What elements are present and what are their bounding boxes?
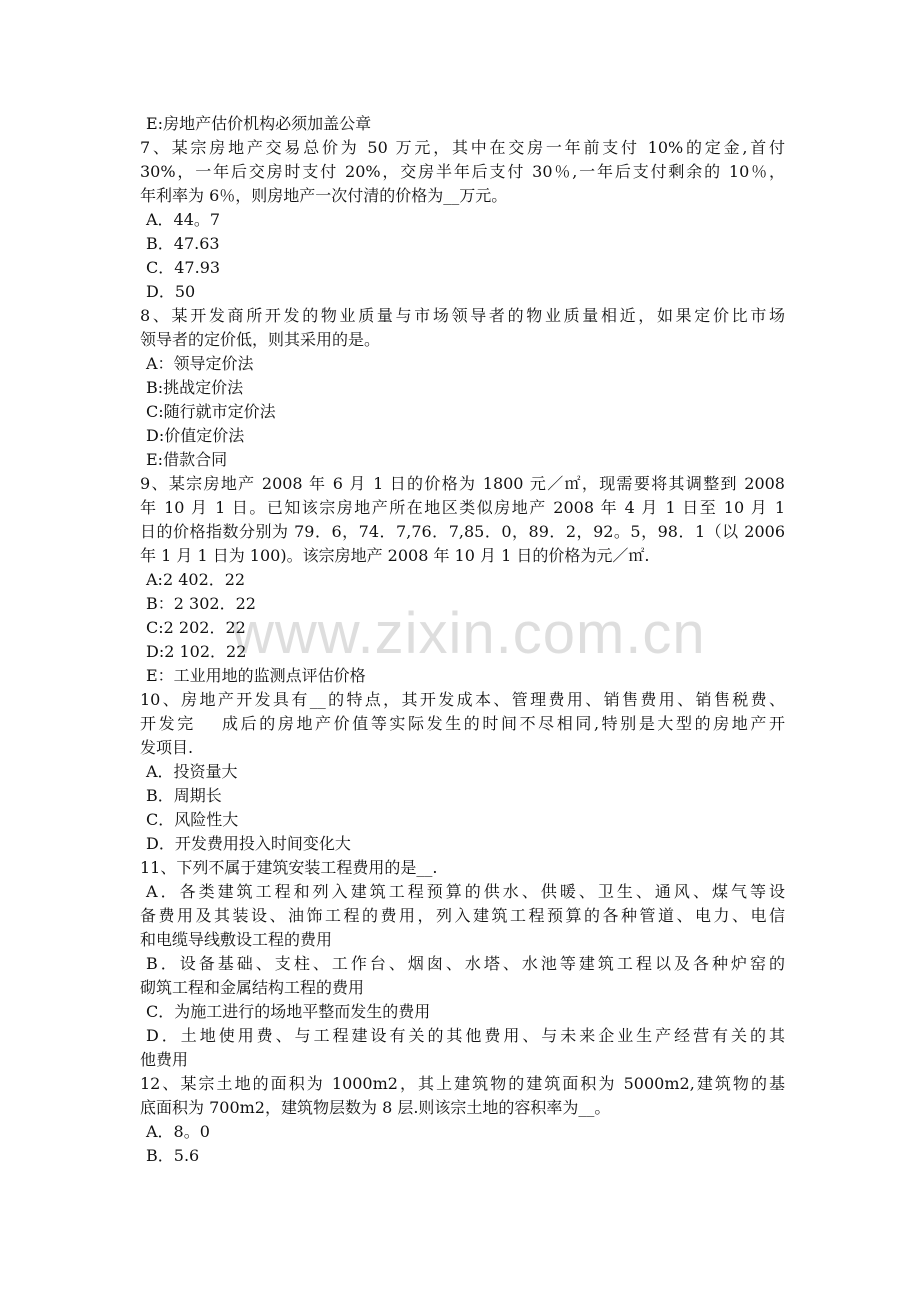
- answer-option-line: A．8。0: [146, 1122, 210, 1141]
- answer-option-line: E:借款合同: [146, 450, 228, 469]
- answer-option-line: C．风险性大: [146, 810, 239, 829]
- question-text-line: 备费用及其装设、油饰工程的费用，列入建筑工程预算的各种管道、电力、电信: [140, 906, 785, 925]
- question-text-line: 日的价格指数分别为 79．6，74．7,76．7,85．0，89．2，92。5，98．1（以 2006: [140, 522, 785, 541]
- answer-option-line: E:房地产估价机构必须加盖公章: [146, 114, 372, 133]
- question-text-line: 9、某宗房地产 2008 年 6 月 1 日的价格为 1800 元／㎡，现需要将其调整到 2008: [140, 474, 785, 493]
- answer-option-line: D．土地使用费、与工程建设有关的其他费用、与未来企业生产经营有关的其: [146, 1026, 785, 1045]
- answer-option-line: B．47.63: [146, 234, 220, 253]
- answer-option-line: A．各类建筑工程和列入建筑工程预算的供水、供暖、卫生、通风、煤气等设: [146, 882, 785, 901]
- question-text-line: 领导者的定价低，则其采用的是。: [140, 330, 381, 349]
- question-text-line: 30%，一年后交房时支付 20%，交房半年后支付 30％,一年后支付剩余的 10％，: [140, 162, 785, 181]
- answer-option-line: D:价值定价法: [146, 426, 245, 445]
- question-text-line: 年 1 月 1 日为 100)。该宗房地产 2008 年 10 月 1 日的价格为元／㎡.: [140, 546, 650, 565]
- question-text-line: 12、某宗土地的面积为 1000m2，其上建筑物的建筑面积为 5000m2,建筑物的基: [140, 1074, 785, 1093]
- answer-option-line: C．为施工进行的场地平整而发生的费用: [146, 1002, 431, 1021]
- question-text-line: 11、下列不属于建筑安装工程费用的是__.: [140, 858, 438, 877]
- question-text-line: 8、某开发商所开发的物业质量与市场领导者的物业质量相近，如果定价比市场: [140, 306, 785, 325]
- question-text-line: 年利率为 6％，则房地产一次付清的价格为__万元。: [140, 186, 508, 205]
- answer-option-line: D:2 102．22: [146, 642, 247, 661]
- question-text-line: 7、某宗房地产交易总价为 50 万元，其中在交房一年前支付 10%的定金,首付: [140, 138, 785, 157]
- answer-option-line: A．投资量大: [146, 762, 238, 781]
- question-text-line: 底面积为 700m2，建筑物层数为 8 层.则该宗土地的容积率为__。: [140, 1098, 611, 1117]
- answer-option-line: C．47.93: [146, 258, 221, 277]
- answer-option-line: D．50: [146, 282, 196, 301]
- document-body: [140, 112, 790, 1168]
- answer-option-line: B．5.6: [146, 1146, 200, 1165]
- question-text-line: 年 10 月 1 日。已知该宗房地产所在地区类似房地产 2008 年 4 月 1 日至 10 月 1: [140, 498, 785, 517]
- answer-option-line: A．44。7: [146, 210, 221, 229]
- answer-option-line: C:2 202．22: [146, 618, 246, 637]
- question-text-line: 10、房地产开发具有__的特点，其开发成本、管理费用、销售费用、销售税费、: [140, 690, 785, 709]
- answer-option-line: C:随行就市定价法: [146, 402, 276, 421]
- watermark-text: www.zixin.com.cn: [232, 601, 706, 666]
- question-text-line: 他费用: [140, 1050, 189, 1069]
- answer-option-line: B．周期长: [146, 786, 222, 805]
- answer-option-line: E：工业用地的监测点评估价格: [146, 666, 366, 685]
- question-text-line: 发项目.: [140, 738, 194, 757]
- answer-option-line: A:2 402．22: [146, 570, 246, 589]
- answer-option-line: B．设备基础、支柱、工作台、烟囱、水塔、水池等建筑工程以及各种炉窑的: [146, 954, 785, 973]
- question-text-line: 和电缆导线敷设工程的费用: [140, 930, 333, 949]
- answer-option-line: D．开发费用投入时间变化大: [146, 834, 351, 853]
- question-text-line: 砌筑工程和金属结构工程的费用: [140, 978, 365, 997]
- question-text-line: 开发完 成后的房地产价值等实际发生的时间不尽相同,特别是大型的房地产开: [140, 714, 785, 733]
- answer-option-line: B:挑战定价法: [146, 378, 244, 397]
- answer-option-line: A：领导定价法: [146, 354, 254, 373]
- answer-option-line: B：2 302．22: [146, 594, 256, 613]
